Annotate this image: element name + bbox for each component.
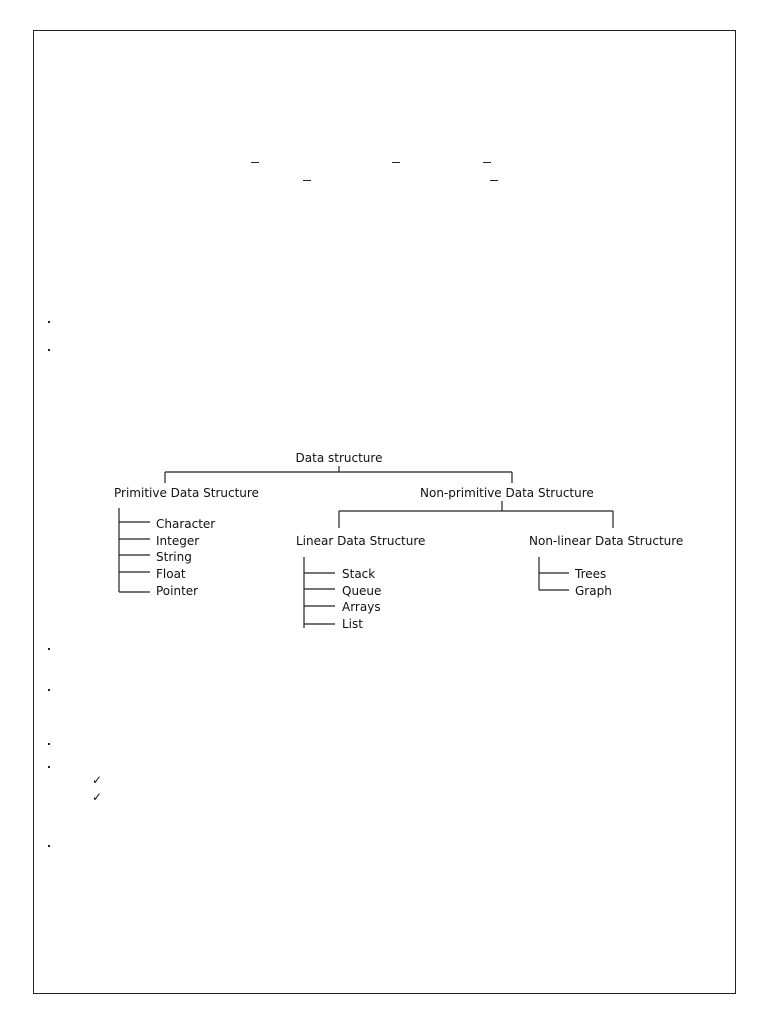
leaf-arrays: Arrays [342,600,381,614]
leaf-integer: Integer [156,534,200,548]
leaf-stack: Stack [342,567,376,581]
node-linear: Linear Data Structure [296,534,426,548]
leaf-character: Character [156,517,216,531]
leaf-list: List [342,617,363,631]
checkmark-icon: ✓ [92,773,103,787]
leaf-trees: Trees [575,567,607,581]
leaf-pointer: Pointer [156,584,199,598]
leaf-graph: Graph [575,584,612,598]
node-primitive: Primitive Data Structure [114,486,259,500]
node-non-primitive: Non-primitive Data Structure [420,486,594,500]
leaf-queue: Queue [342,584,382,598]
leaf-string: String [156,550,192,564]
checkmark-icon: ✓ [92,790,103,804]
node-non-linear: Non-linear Data Structure [529,534,684,548]
leaf-float: Float [156,567,186,581]
node-root: Data structure [295,451,383,465]
